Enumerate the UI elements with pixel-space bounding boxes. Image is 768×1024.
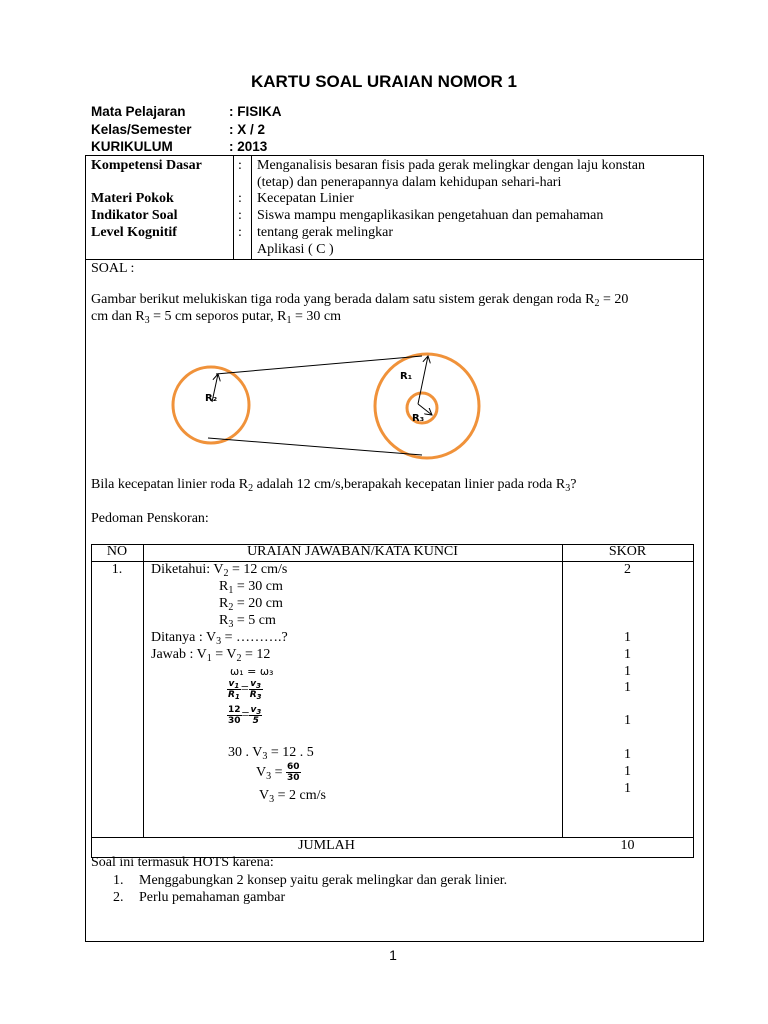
level-value: Aplikasi ( C ) [257,242,334,257]
hots-item-2: Perlu pemahaman gambar [139,890,286,905]
question-text: Bila kecepatan linier roda $R_2$ adalah 12 cm/s,berapakah kecepatan linier pada roda $R_3$? [91,477,577,494]
label-r2: R₂ [205,393,218,404]
ratio-equation-2: $\frac{12}{30}$ = $\frac{v_3}{5}$ [228,705,262,726]
score-ratio-2: 1 [624,713,631,728]
kd-line-1: Menganalisis besaran fisis pada gerak melingkar dengan laju konstan [257,158,645,173]
soal-text-line-1: Gambar berikut melukiskan tiga roda yang berada dalam satu sistem gerak dengan roda $R_2 = 20$ [91,292,629,309]
indikator-colon: : [238,208,242,223]
hots-item-1: Menggabungkan 2 konsep yaitu gerak melingkar dan gerak linier. [139,873,508,888]
hots-intro: Soal ini termasuk HOTS karena: [91,855,274,870]
ratio-equation-1: $\frac{v_1}{R_1}$ = $\frac{v_3}{R_3}$ [228,679,262,701]
level-colon: : [238,225,242,240]
info-col-divider-2 [251,155,252,259]
jumlah-label: JUMLAH [298,838,355,853]
kurikulum-label: KURIKULUM [91,139,173,154]
materi-label: Materi Pokok [91,191,174,206]
indikator-line-2: tentang gerak melingkar [257,225,394,240]
score-omega: 1 [624,664,631,679]
known-r3: $R_3 = 5$ cm [219,613,276,630]
known-r2: $R_2 = 20$ cm [219,596,283,613]
row-number: 1. [111,562,123,577]
level-label: Level Kognitif [91,225,177,240]
col-header-skor: SKOR [608,544,647,559]
info-col-divider-1 [233,155,234,259]
hots-item-1-number: 1. [113,873,124,888]
pedoman-label: Pedoman Penskoran: [91,511,209,526]
kd-label: Kompetensi Dasar [91,158,202,173]
col-header-no: NO [106,544,128,559]
wheel-r1 [375,354,479,458]
score-final: 1 [624,781,631,796]
jawab-line: Jawab : $V_1 = V_2 = 12$ [151,647,271,664]
jumlah-value: 10 [620,838,635,853]
radius-arrow-r1 [418,356,428,404]
wheels-diagram [160,345,490,460]
soal-label: SOAL : [91,261,135,276]
kelas-value: : X / 2 [229,122,266,137]
multiply-step: 30 . $V_3 = 12$ . 5 [228,745,314,762]
table-col-divider-1 [143,544,144,837]
col-header-uraian: URAIAN JAWABAN/KATA KUNCI [247,544,458,559]
final-answer: $V_3 = 2$ cm/s [259,788,326,805]
score-ditanya: 1 [624,630,631,645]
kd-colon: : [238,158,242,173]
score-jawab: 1 [624,647,631,662]
kd-line-2: (tetap) dan penerapannya dalam kehidupan sehari-hari [257,175,562,190]
page-number: 1 [389,947,397,963]
soal-text-line-2: cm dan $R_3 = 5$ cm seporos putar, $R_1 = 30$ cm [91,309,341,326]
label-r3: R₃ [412,413,425,424]
kurikulum-value: : 2013 [229,139,268,154]
known-r1: $R_1 = 30$ cm [219,579,283,596]
label-r1: R₁ [400,371,413,382]
info-divider [85,259,703,260]
materi-value: Kecepatan Linier [257,191,354,206]
mapel-value: : FISIKA [229,104,282,119]
score-ratio-1: 1 [624,680,631,695]
divide-step: $V_3$ = $\frac{60}{30}$ [256,762,300,783]
wheel-r2 [173,367,249,443]
omega-equation: ω₁ = ω₃ [230,665,274,678]
belt-top [216,356,422,374]
ditanya-line: Ditanya : $V_3$ = ……….? [151,630,288,647]
indikator-line-1: Siswa mampu mengaplikasikan pengetahuan dan pemahaman [257,208,604,223]
page-title: KARTU SOAL URAIAN NOMOR 1 [250,72,518,91]
scoring-table [91,544,694,858]
diketahui-line: Diketahui: $V_2 = 12$ cm/s [151,562,288,579]
score-divide: 1 [624,764,631,779]
score-multiply: 1 [624,747,631,762]
kelas-label: Kelas/Semester [91,122,192,137]
materi-colon: : [238,191,242,206]
indikator-label: Indikator Soal [91,208,178,223]
score-diketahui: 2 [624,562,631,577]
hots-item-2-number: 2. [113,890,124,905]
mapel-label: Mata Pelajaran [91,104,186,119]
